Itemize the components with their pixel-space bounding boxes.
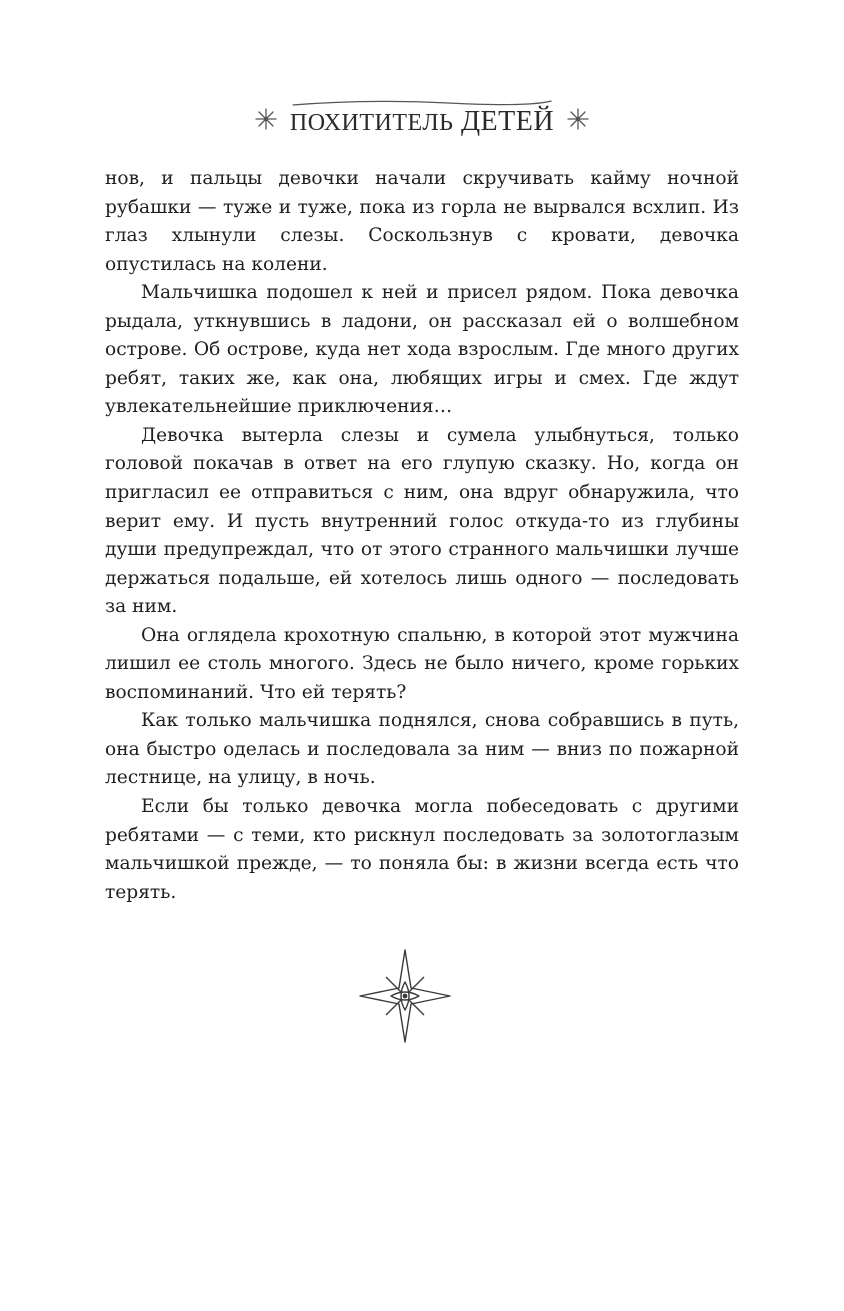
asterisk-star-icon xyxy=(254,107,278,131)
paragraph: Если бы только девочка могла побеседовать с другими ребятами — с теми, кто рискнул последовать за золотоглазым мальчишкой прежде, — то поняла бы: в жизни всегда есть что терять. xyxy=(105,796,739,903)
asterisk-star-icon xyxy=(566,107,590,131)
compass-star-ornament-icon xyxy=(358,948,452,1044)
title-swash-icon xyxy=(290,98,554,108)
paragraph: Девочка вытерла слезы и сумела улыбнуться, только головой покачав в ответ на его глупую сказку. Но, когда он пригласил ее отправиться с ним, она вдруг обнаружила, что верит ему. И пусть внутренний голос откуда-то из глубины души предупреждал, что от этого странного мальчишки лучше держаться подальше, ей хотелось лишь одного — последовать за ним. xyxy=(105,424,739,618)
body-text xyxy=(105,165,739,907)
running-head xyxy=(0,94,844,144)
paragraph: нов, и пальцы девочки начали скручивать кайму ночной рубашки — туже и туже, пока из горла не вырвался всхлип. Из глаз хлынули слезы. Соскользнув с кровати, девочка опустилась на колени. xyxy=(105,168,739,275)
paragraph: Она оглядела крохотную спальню, в которой этот мужчина лишил ее столь многого. Здесь не было ничего, кроме горьких воспоминаний. Что ей терять? xyxy=(105,624,739,703)
running-head-title-small: ПОХИТИТЕЛЬ xyxy=(289,110,454,136)
paragraph: Как только мальчишка поднялся, снова собравшись в путь, она быстро оделась и последовала за ним — вниз по пожарной лестнице, на улицу, в ночь. xyxy=(105,710,739,789)
running-head-title-large: ДЕТЕЙ xyxy=(460,106,555,137)
running-head-title xyxy=(290,100,554,138)
running-head-inner xyxy=(242,100,602,138)
paragraph: Мальчишка подошел к ней и присел рядом. Пока девочка рыдала, уткнувшись в ладони, он рассказал ей о волшебном острове. Об острове, куда нет хода взрослым. Где много других ребят, таких же, как она, любящих игры и смех. Где ждут увлекательнейшие приключения… xyxy=(105,282,739,418)
